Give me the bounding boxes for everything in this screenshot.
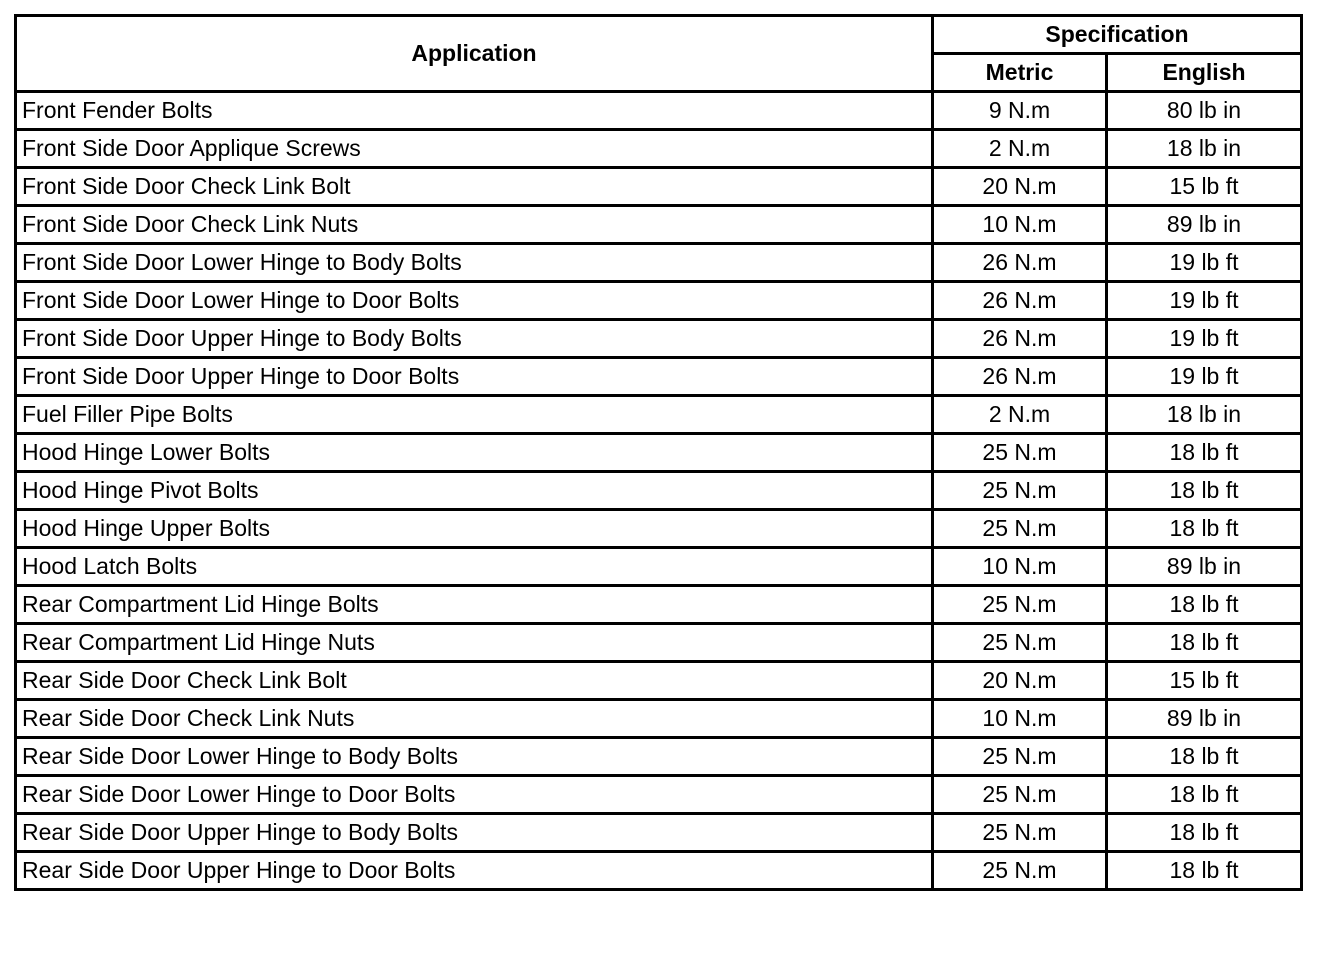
- table-row: [16, 168, 1302, 206]
- english-cell: 89 lb in: [1107, 700, 1302, 738]
- english-cell: 80 lb in: [1107, 92, 1302, 130]
- table-row: [16, 548, 1302, 586]
- english-cell: 15 lb ft: [1107, 168, 1302, 206]
- table-row: [16, 586, 1302, 624]
- metric-cell: 25 N.m: [933, 624, 1107, 662]
- table-row: [16, 776, 1302, 814]
- english-cell: 89 lb in: [1107, 548, 1302, 586]
- english-cell: 19 lb ft: [1107, 282, 1302, 320]
- application-cell: Rear Side Door Check Link Bolt: [16, 662, 933, 700]
- application-cell: Rear Side Door Check Link Nuts: [16, 700, 933, 738]
- table-row: [16, 852, 1302, 890]
- metric-cell: 10 N.m: [933, 206, 1107, 244]
- english-header: English: [1107, 54, 1302, 92]
- metric-cell: 25 N.m: [933, 738, 1107, 776]
- english-cell: 18 lb ft: [1107, 776, 1302, 814]
- table-row: [16, 700, 1302, 738]
- application-cell: Rear Compartment Lid Hinge Nuts: [16, 624, 933, 662]
- metric-cell: 25 N.m: [933, 510, 1107, 548]
- english-cell: 18 lb ft: [1107, 586, 1302, 624]
- english-cell: 18 lb ft: [1107, 852, 1302, 890]
- application-cell: Front Side Door Lower Hinge to Body Bolts: [16, 244, 933, 282]
- application-header: Application: [16, 16, 933, 92]
- application-cell: Front Side Door Upper Hinge to Door Bolts: [16, 358, 933, 396]
- application-cell: Rear Side Door Upper Hinge to Door Bolts: [16, 852, 933, 890]
- application-cell: Front Side Door Applique Screws: [16, 130, 933, 168]
- table-row: [16, 206, 1302, 244]
- application-cell: Front Side Door Check Link Nuts: [16, 206, 933, 244]
- table-row: [16, 662, 1302, 700]
- table-row: [16, 92, 1302, 130]
- application-cell: Front Side Door Upper Hinge to Body Bolts: [16, 320, 933, 358]
- application-cell: Hood Hinge Lower Bolts: [16, 434, 933, 472]
- english-cell: 19 lb ft: [1107, 320, 1302, 358]
- table-body: [16, 92, 1302, 890]
- table-row: [16, 358, 1302, 396]
- table-row: [16, 814, 1302, 852]
- metric-cell: 20 N.m: [933, 168, 1107, 206]
- application-cell: Hood Latch Bolts: [16, 548, 933, 586]
- table-row: [16, 282, 1302, 320]
- application-cell: Front Side Door Check Link Bolt: [16, 168, 933, 206]
- table-row: [16, 738, 1302, 776]
- application-cell: Rear Side Door Upper Hinge to Body Bolts: [16, 814, 933, 852]
- metric-cell: 26 N.m: [933, 320, 1107, 358]
- application-cell: Front Fender Bolts: [16, 92, 933, 130]
- english-cell: 18 lb ft: [1107, 434, 1302, 472]
- english-cell: 18 lb ft: [1107, 624, 1302, 662]
- application-cell: Rear Side Door Lower Hinge to Door Bolts: [16, 776, 933, 814]
- table-row: [16, 244, 1302, 282]
- metric-cell: 26 N.m: [933, 358, 1107, 396]
- english-cell: 18 lb in: [1107, 130, 1302, 168]
- header-row-top: [16, 16, 1302, 54]
- metric-cell: 25 N.m: [933, 814, 1107, 852]
- metric-cell: 2 N.m: [933, 396, 1107, 434]
- english-cell: 18 lb ft: [1107, 738, 1302, 776]
- application-cell: Rear Compartment Lid Hinge Bolts: [16, 586, 933, 624]
- table-row: [16, 624, 1302, 662]
- table-row: [16, 472, 1302, 510]
- english-cell: 18 lb in: [1107, 396, 1302, 434]
- metric-cell: 25 N.m: [933, 852, 1107, 890]
- table-row: [16, 434, 1302, 472]
- table-row: [16, 396, 1302, 434]
- application-cell: Fuel Filler Pipe Bolts: [16, 396, 933, 434]
- metric-cell: 25 N.m: [933, 776, 1107, 814]
- english-cell: 18 lb ft: [1107, 814, 1302, 852]
- english-cell: 19 lb ft: [1107, 358, 1302, 396]
- metric-cell: 25 N.m: [933, 586, 1107, 624]
- application-cell: Hood Hinge Pivot Bolts: [16, 472, 933, 510]
- specification-header: Specification: [933, 16, 1302, 54]
- metric-cell: 10 N.m: [933, 548, 1107, 586]
- application-cell: Front Side Door Lower Hinge to Door Bolts: [16, 282, 933, 320]
- english-cell: 15 lb ft: [1107, 662, 1302, 700]
- english-cell: 19 lb ft: [1107, 244, 1302, 282]
- english-cell: 18 lb ft: [1107, 510, 1302, 548]
- table-header: [16, 16, 1302, 92]
- application-cell: Hood Hinge Upper Bolts: [16, 510, 933, 548]
- metric-cell: 9 N.m: [933, 92, 1107, 130]
- metric-cell: 26 N.m: [933, 244, 1107, 282]
- metric-header: Metric: [933, 54, 1107, 92]
- table-row: [16, 130, 1302, 168]
- table-row: [16, 320, 1302, 358]
- application-cell: Rear Side Door Lower Hinge to Body Bolts: [16, 738, 933, 776]
- metric-cell: 26 N.m: [933, 282, 1107, 320]
- english-cell: 89 lb in: [1107, 206, 1302, 244]
- english-cell: 18 lb ft: [1107, 472, 1302, 510]
- metric-cell: 20 N.m: [933, 662, 1107, 700]
- metric-cell: 25 N.m: [933, 472, 1107, 510]
- metric-cell: 2 N.m: [933, 130, 1107, 168]
- table-row: [16, 510, 1302, 548]
- metric-cell: 25 N.m: [933, 434, 1107, 472]
- fastener-specification-table: [14, 14, 1303, 891]
- metric-cell: 10 N.m: [933, 700, 1107, 738]
